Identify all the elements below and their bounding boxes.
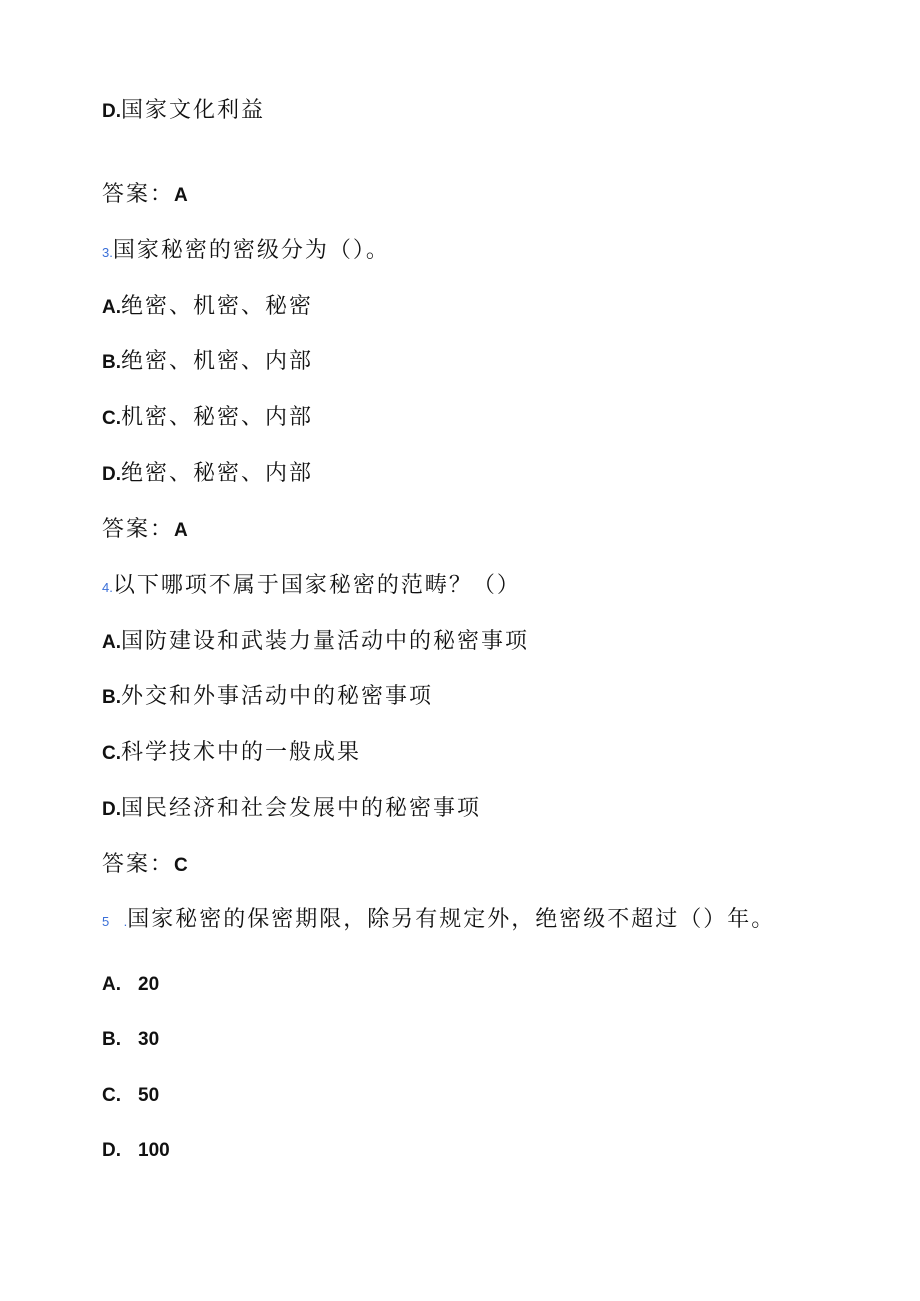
question-number: 5 [102,914,110,929]
q5-stem [102,905,775,937]
option-letter: A. [102,297,121,318]
question-number-separator: . [123,914,128,929]
q2-answer [102,180,188,211]
option-letter: D. [102,799,121,820]
option-letter: C. [102,743,121,764]
option-text: 100 [138,1140,170,1161]
q3-stem [102,236,390,268]
option-text: 国防建设和武装力量活动中的秘密事项 [121,629,530,654]
option-letter: C. [102,408,121,429]
option-letter: D. [102,1140,121,1161]
option-text: 外交和外事活动中的秘密事项 [121,684,434,709]
option-text: 20 [138,974,160,995]
option-letter: D. [102,464,121,485]
answer-value: A [174,520,188,541]
q4-option-c [102,738,361,769]
option-text: 科学技术中的一般成果 [121,740,362,765]
question-number: 4. [102,580,113,595]
option-letter: C. [102,1085,121,1106]
answer-value: C [174,855,188,876]
question-text: 以下哪项不属于国家秘密的范畴？（） [112,573,521,598]
q4-option-b [102,682,433,713]
option-text: 绝密、机密、内部 [121,349,314,374]
q3-option-b [102,347,313,378]
option-text: 国家文化利益 [121,98,266,123]
q5-option-b [102,1024,159,1055]
option-letter: A. [102,632,121,653]
option-text: 50 [138,1085,160,1106]
option-letter: D. [102,101,121,122]
q2-option-d [102,96,265,127]
q3-option-d [102,459,313,490]
question-text: 国家秘密的密级分为（）。 [112,238,390,263]
option-letter: B. [102,1029,121,1050]
q3-answer [102,515,188,546]
q3-option-a [102,292,313,323]
option-text: 国民经济和社会发展中的秘密事项 [121,796,482,821]
q4-option-a [102,627,529,658]
option-letter: A. [102,974,121,995]
option-text: 机密、秘密、内部 [121,405,314,430]
q4-stem [102,571,521,603]
option-text: 30 [138,1029,160,1050]
q4-option-d [102,794,481,825]
q5-option-d [102,1135,170,1166]
question-number: 3. [102,245,113,260]
answer-label: 答案： [102,182,175,207]
q4-answer [102,850,188,881]
q5-option-c [102,1080,159,1111]
option-text: 绝密、机密、秘密 [121,294,314,319]
option-text: 绝密、秘密、内部 [121,461,314,486]
q3-option-c [102,403,313,434]
option-letter: B. [102,352,121,373]
q5-option-a [102,969,159,1000]
option-letter: B. [102,687,121,708]
answer-label: 答案： [102,517,175,542]
answer-label: 答案： [102,852,175,877]
answer-value: A [174,185,188,206]
question-text: 国家秘密的保密期限，除另有规定外，绝密级不超过（）年。 [127,907,776,932]
